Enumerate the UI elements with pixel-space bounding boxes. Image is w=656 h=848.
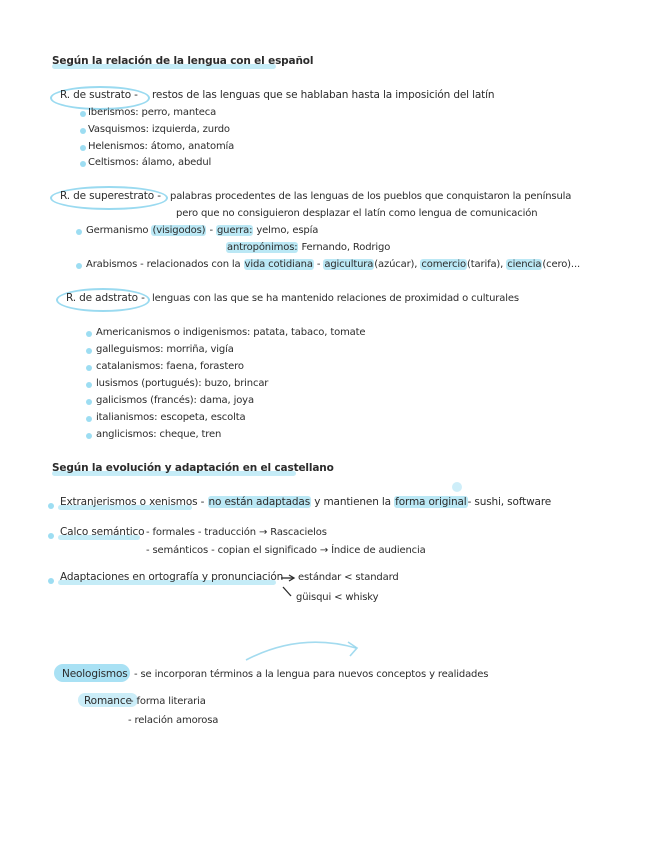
extranjerismos-dash: - (200, 496, 205, 508)
extranjerismos-row (60, 496, 551, 509)
guerra-words: yelmo, espía (256, 225, 319, 236)
arabismos-vida: vida cotidiana (244, 259, 313, 270)
superestrato-desc2: pero que no consiguieron desplazar el latín como lengua de comunicación (176, 208, 538, 219)
calco-label: Calco semántico (60, 526, 145, 538)
adstrato-item: Americanismos o indigenismos: patata, tabaco, tomate (96, 327, 366, 338)
arrow-guisqui (283, 587, 291, 596)
adstrato-desc: lenguas con las que se ha mantenido relaciones de proximidad o culturales (152, 293, 519, 304)
arabismos-azucar: (azúcar), (374, 259, 418, 270)
germanismo-label: Germanismo (86, 225, 149, 236)
superestrato-desc1: palabras procedentes de las lenguas de los pueblos que conquistaron la península (170, 191, 572, 202)
romance-def1: - forma literaria (130, 696, 206, 707)
section1-title: Según la relación de la lengua con el español (52, 55, 314, 67)
sustrato-item: Iberismos: perro, manteca (88, 107, 217, 118)
arabismos-pre: - relacionados con la (140, 259, 241, 270)
antroponimos-words: Fernando, Rodrigo (301, 242, 391, 253)
arabismos-label: Arabismos (86, 259, 138, 270)
romance-label: Romance (84, 695, 132, 707)
adstrato-item: galleguismos: morriña, vigía (96, 344, 234, 355)
superestrato-label: R. de superestrato - (60, 190, 161, 202)
adstrato-item: anglicismos: cheque, tren (96, 429, 222, 440)
extranjerismos-hl: no están adaptadas (208, 496, 311, 508)
guerra-label: guerra: (216, 225, 253, 236)
arabismos-row (86, 258, 580, 271)
curved-arrow (246, 642, 356, 660)
arabismos-dash: - (316, 259, 321, 270)
sustrato-item: Helenismos: átomo, anatomía (88, 141, 235, 152)
adstrato-item: catalanismos: faena, forastero (96, 361, 244, 372)
adstrato-item: lusismos (portugués): buzo, brincar (96, 378, 269, 389)
extranjerismos-hl2: forma original (395, 496, 467, 508)
adstrato-item: galicismos (francés): dama, joya (96, 395, 254, 406)
arabismos-comercio: comercio (421, 259, 466, 270)
antroponimos-label: antropónimos: (227, 242, 298, 253)
romance-def2: - relación amorosa (128, 715, 219, 726)
sustrato-item: Celtismos: álamo, abedul (88, 157, 212, 168)
arabismos-ciencia: ciencia (507, 259, 542, 270)
antroponimos-row (226, 241, 390, 254)
curved-arrow-head (348, 642, 357, 656)
extranjerismos-end: - sushi, software (467, 496, 552, 508)
sustrato-item: Vasquismos: izquierda, zurdo (88, 124, 230, 135)
adaptaciones-label: Adaptaciones en ortografía y pronunciación (60, 571, 284, 583)
arabismos-agri: agicultura (324, 259, 374, 270)
sustrato-label: R. de sustrato - (60, 89, 138, 101)
adstrato-item: italianismos: escopeta, escolta (96, 412, 246, 423)
extranjerismos-mid: y mantienen la (314, 496, 391, 508)
germanismo-paren: (visigodos) (152, 225, 206, 236)
germanismo-dash: - (209, 225, 213, 236)
germanismo-row (86, 224, 318, 237)
arabismos-cero: (cero)... (542, 259, 581, 270)
extranjerismos-label: Extranjerismos o xenismos (60, 496, 198, 508)
adaptaciones-ex1: estándar < standard (298, 572, 399, 583)
calco-formales: - formales - traducción → Rascacielos (146, 527, 327, 538)
sustrato-desc: restos de las lenguas que se hablaban hasta la imposición del latín (152, 89, 495, 101)
adstrato-label: R. de adstrato - (66, 292, 145, 304)
section2-title: Según la evolución y adaptación en el castellano (52, 462, 334, 474)
neologismos-desc: - se incorporan términos a la lengua para nuevos conceptos y realidades (134, 669, 489, 680)
arabismos-tarifa: (tarifa), (466, 259, 504, 270)
adaptaciones-ex2: güisqui < whisky (296, 592, 379, 603)
neologismos-label: Neologismos (62, 668, 128, 680)
calco-semanticos: - semánticos - copian el significado → Índice de audiencia (146, 545, 426, 556)
